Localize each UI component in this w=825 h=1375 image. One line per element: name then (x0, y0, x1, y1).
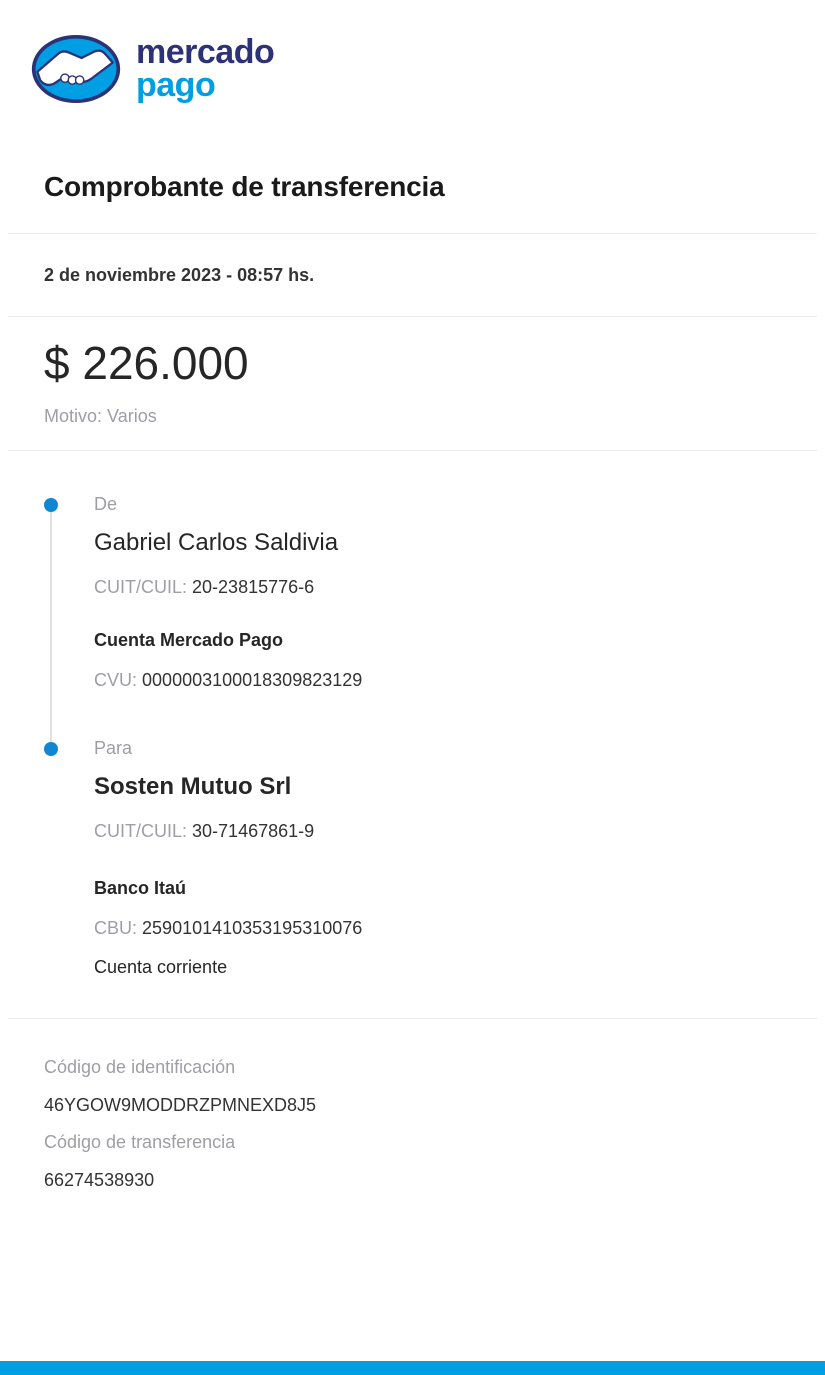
identification-code-label: Código de identificación (44, 1057, 236, 1077)
receiver-bank-name: Banco Itaú (94, 878, 187, 898)
sender-cuit-label: CUIT/CUIL: (94, 577, 188, 597)
handshake-icon (30, 33, 122, 105)
transfer-motive: Motivo: Varios (44, 406, 157, 426)
divider (8, 316, 817, 317)
sender-name: Gabriel Carlos Saldivia (94, 529, 339, 556)
receiver-name: Sosten Mutuo Srl (94, 773, 292, 800)
transfer-datetime: 2 de noviembre 2023 - 08:57 hs. (44, 265, 315, 285)
receiver-cuit-value: 30-71467861-9 (192, 821, 315, 841)
timeline-dot-sender (44, 498, 58, 512)
footer-accent-bar (0, 1361, 825, 1375)
mercadopago-logo (30, 33, 274, 105)
logo-wordmark-line1: mercado (136, 33, 275, 71)
transfer-amount: $ 226.000 (44, 337, 249, 389)
sender-cvu-row (94, 670, 362, 691)
timeline-connector (50, 505, 52, 751)
logo-wordmark (136, 33, 275, 104)
receiver-account-type: Cuenta corriente (94, 957, 228, 977)
divider (8, 1018, 817, 1019)
sender-cvu-label: CVU: (94, 670, 138, 690)
divider (8, 233, 817, 234)
divider (8, 450, 817, 451)
receiver-cuit-label: CUIT/CUIL: (94, 821, 188, 841)
receiver-cbu-value: 2590101410353195310076 (142, 918, 363, 938)
page-title: Comprobante de transferencia (44, 171, 445, 202)
sender-cuit-value: 20-23815776-6 (192, 577, 315, 597)
receiver-cbu-row (94, 918, 362, 939)
identification-code-value: 46YGOW9MODDRZPMNEXD8J5 (44, 1095, 317, 1115)
timeline-dot-receiver (44, 742, 58, 756)
receiver-cbu-label: CBU: (94, 918, 138, 938)
sender-cvu-value: 0000003100018309823129 (142, 670, 363, 690)
receiver-cuit-row (94, 821, 314, 842)
transfer-code-label: Código de transferencia (44, 1132, 236, 1152)
sender-section-label: De (94, 494, 118, 514)
sender-cuit-row (94, 577, 314, 598)
sender-account-name: Cuenta Mercado Pago (94, 630, 284, 650)
receiver-section-label: Para (94, 738, 133, 758)
logo-wordmark-line2: pago (136, 66, 216, 104)
transfer-code-value: 66274538930 (44, 1170, 155, 1190)
